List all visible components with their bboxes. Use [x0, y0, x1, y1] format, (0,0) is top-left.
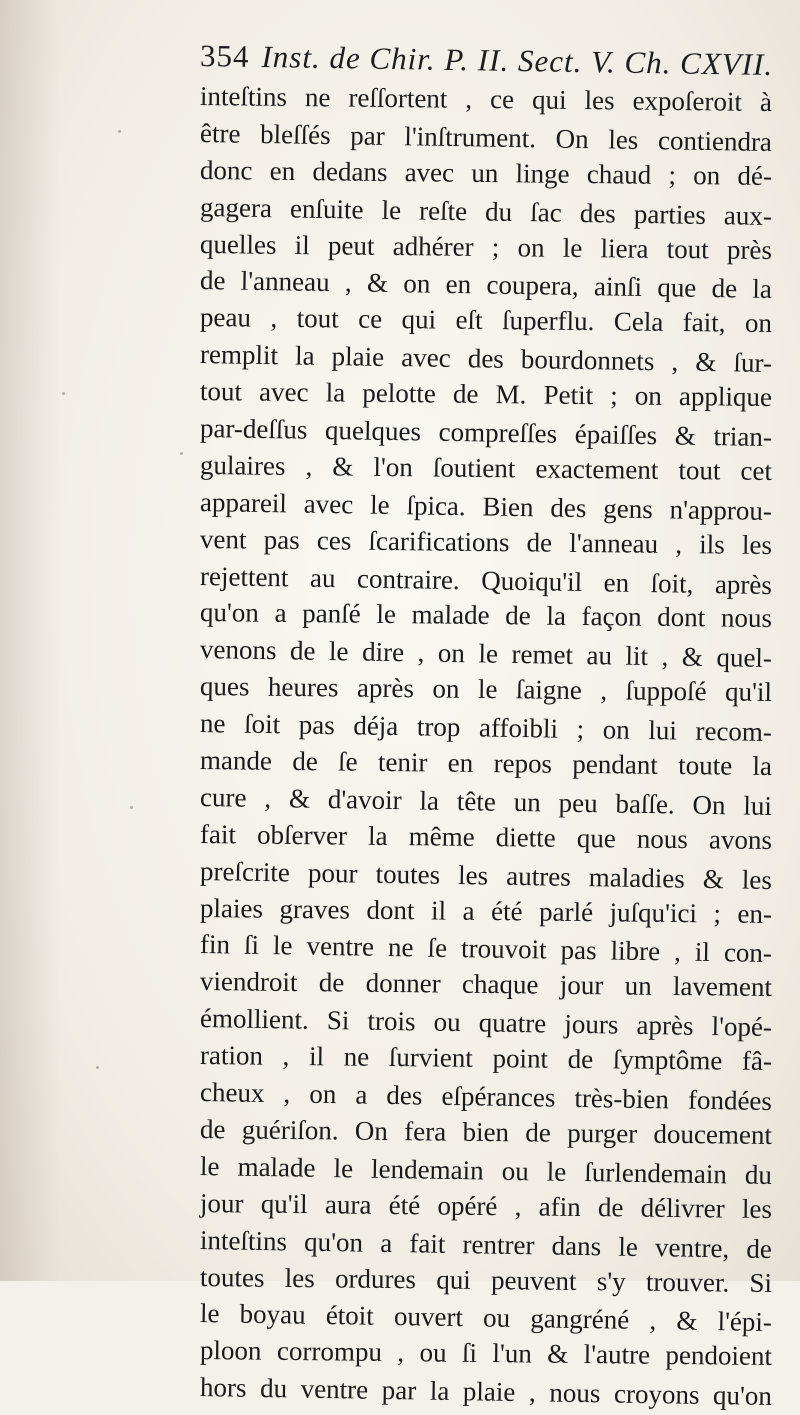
running-title: Inst. de Chir. P. II. Sect. V. Ch. CXVII.: [261, 38, 774, 83]
text-line: toutes les ordures qui peuvent s'y trouver. Si: [199, 1261, 773, 1298]
text-line: cheux , on a des eſpérances très-bien fondées: [199, 1077, 773, 1117]
text-line: cure , & d'avoir la tête un peu baſſe. On lui: [199, 781, 773, 821]
text-line: être bleſſés par l'inſtrument. On les contiendra: [199, 117, 773, 157]
paper-speck: [118, 130, 121, 133]
text-line: le malade le lendemain ou le ſurlendemain du: [199, 1150, 773, 1190]
text-line: de guériſon. On fera bien de purger doucement: [199, 1113, 773, 1150]
text-line: fait obſerver la même diette que nous avons: [199, 818, 773, 855]
page-number: 354: [199, 38, 250, 74]
text-line: remplit la plaie avec des bourdonnets , & ſur-: [199, 339, 773, 379]
text-line: vent pas ces ſcarifications de l'anneau , ils les: [199, 523, 773, 560]
text-line: gulaires , & l'on ſoutient exactement tout cet: [199, 449, 773, 486]
text-line: quelles il peut adhérer ; on le liera tout près: [199, 228, 773, 265]
paper-speck: [130, 806, 133, 809]
text-line: mande de ſe tenir en repos pendant toute la: [199, 745, 773, 782]
text-line: donc en dedans avec un linge chaud ; on dé-: [199, 154, 773, 191]
text-line: le boyau étoit ouvert ou gangréné , & l'épi-: [199, 1298, 773, 1338]
text-line: preſcrite pour toutes les autres maladies & les: [199, 855, 773, 895]
text-line: plaies graves dont il a été parlé juſqu'ici ; en-: [199, 892, 773, 929]
text-line: rejettent au contraire. Quoiqu'il en ſoit, après: [199, 560, 773, 600]
text-line: ration , il ne ſurvient point de ſymptôme fâ-: [199, 1040, 773, 1077]
text-line: ploon corrompu , ou ſi l'un & l'autre pendoient: [199, 1335, 773, 1372]
paper-speck: [180, 452, 183, 455]
text-line: par-deſſus quelques compreſſes épaiſſes & trian-: [199, 413, 773, 452]
text-line: tout avec la pelotte de M. Petit ; on applique: [199, 376, 773, 413]
text-line: de l'anneau , & on en coupera, ainſi que de la: [199, 265, 773, 305]
text-line: ne ſoit pas déja trop affoibli ; on lui recom-: [199, 708, 773, 748]
running-header: [200, 38, 780, 83]
text-line: fin ſi le ventre ne ſe trouvoit pas libre , il con-: [199, 929, 773, 969]
text-line: jour qu'il aura été opéré , afin de délivrer les: [199, 1187, 773, 1224]
gutter-shadow: [0, 0, 60, 1281]
text-line: venons de le dire , on le remet au lit , & quel-: [199, 634, 773, 674]
paper-speck: [96, 1066, 99, 1069]
text-line: peau , tout ce qui eſt ſuperflu. Cela fait, on: [199, 302, 773, 339]
text-line: inteſtins ne reſſortent , ce qui les expoſeroit à: [199, 81, 773, 117]
text-line: viendroit de donner chaque jour un lavement: [199, 966, 773, 1003]
text-line: hors du ventre par la plaie , nous croyons qu'on: [199, 1372, 773, 1412]
paper-speck: [62, 392, 65, 395]
text-line: gagera enſuite le reſte du ſac des parties aux-: [199, 191, 773, 231]
text-line: inteſtins qu'on a fait rentrer dans le ventre, de: [199, 1224, 773, 1264]
text-line: émollient. Si trois ou quatre jours après l'opé-: [199, 1003, 773, 1043]
text-line: qu'on a panſé le malade de la façon dont nous: [199, 597, 773, 634]
text-line: ques heures après on le ſaigne , ſuppoſé qu'il: [199, 671, 773, 708]
body-text: [199, 78, 800, 1412]
text-line: appareil avec le ſpica. Bien des gens n'approu-: [199, 486, 773, 526]
